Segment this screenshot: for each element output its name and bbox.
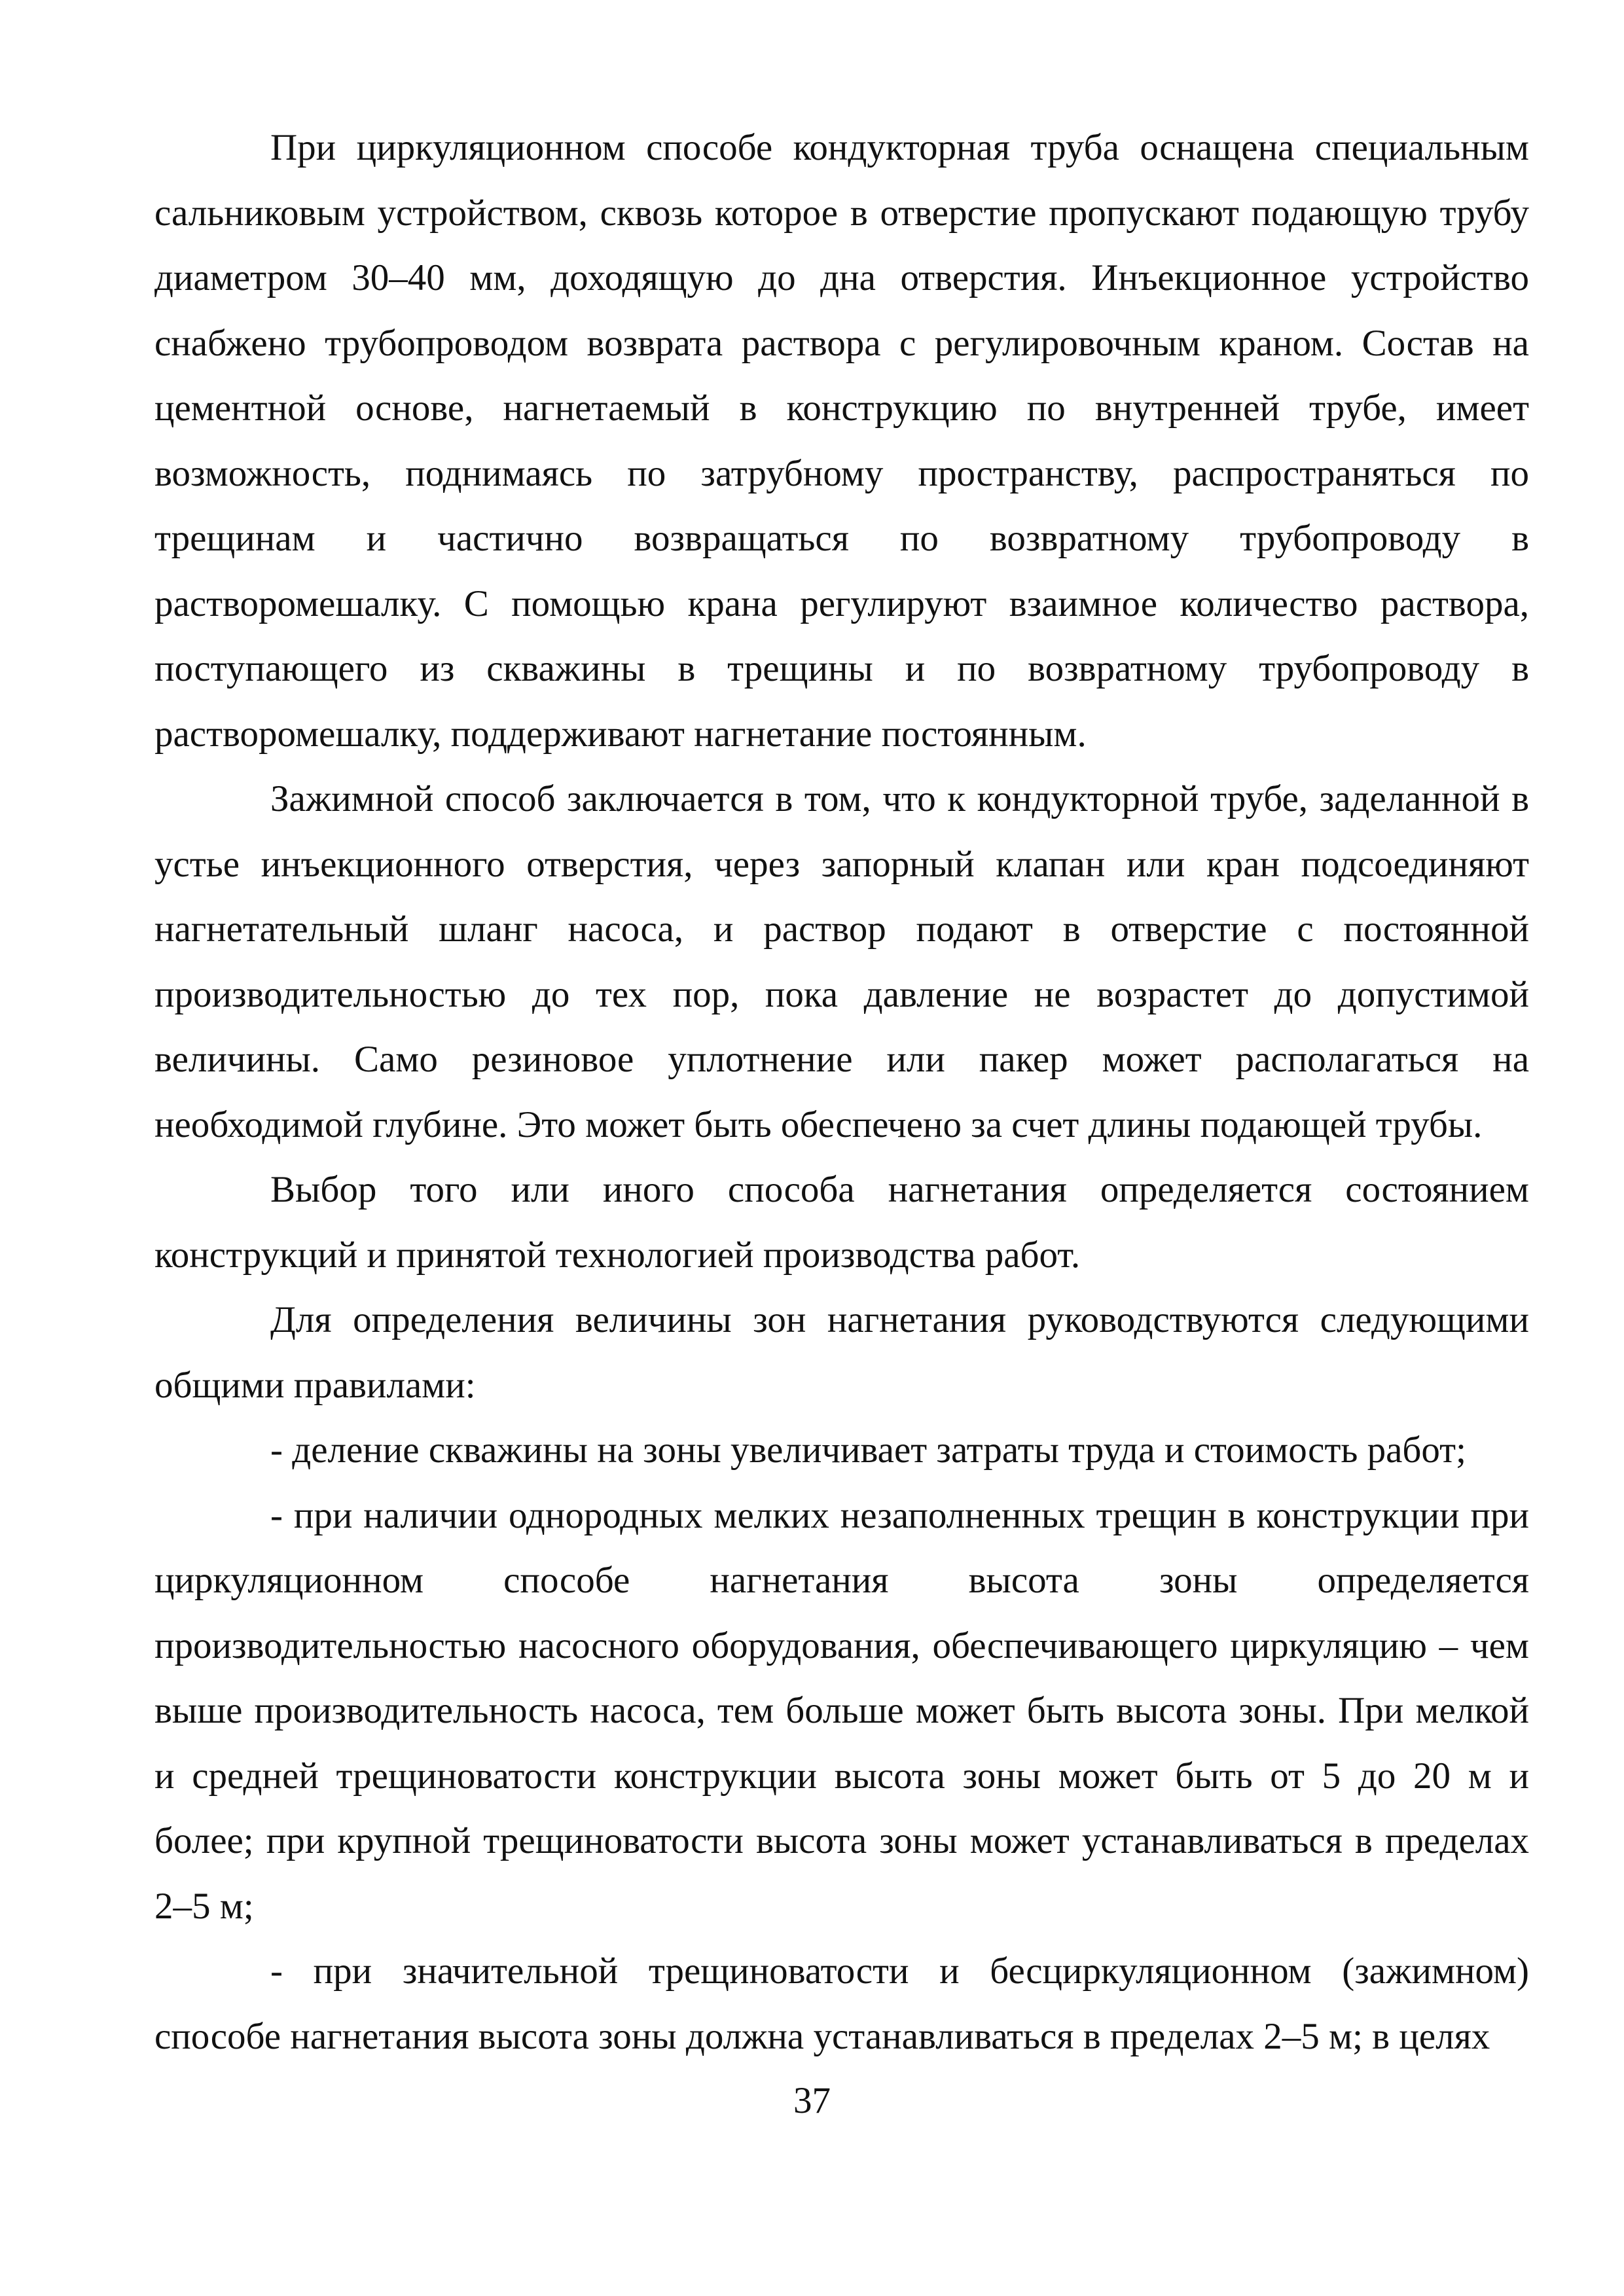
paragraph-circulation-method: При циркуляционном способе кондукторная труба оснащена специальным сальниковым устройством, сквозь которое в отверстие пропускают подающую трубу диаметром 30–40 мм, доходящую до дна отверстия. Инъекционное устройство снабжено трубопроводом возврата раствора с регулировочным краном. Состав на цементной основе, нагнетаемый в конструкцию по внутренней трубе, имеет возможность, поднимаясь по затрубному пространству, распространяться по трещинам и частично возвращаться по возвратному трубопроводу в растворомешалку. С помощью крана регулируют взаимное количество раствора, поступающего из скважины в трещины и по возвратному трубопроводу в растворомешалку, поддерживают нагнетание постоянным. xyxy=(154,127,1529,755)
paragraph-zone-rules-intro: Для определения величины зон нагнетания руководствуются следующими общими правилами: xyxy=(154,1299,1529,1406)
list-item-zone-division: - деление скважины на зоны увеличивает затраты труда и стоимость работ; xyxy=(270,1429,1466,1471)
list-item-significant-cracks: - при значительной трещиноватости и бесциркуляционном (зажимном) способе нагнетания высота зоны должна устанавливаться в пределах 2–5 м; в целях xyxy=(154,1950,1529,2057)
paragraph-method-choice: Выбор того или иного способа нагнетания определяется состоянием конструкций и принятой технологией производства работ. xyxy=(154,1169,1529,1276)
page-number: 37 xyxy=(793,2080,831,2121)
body-text xyxy=(154,115,1529,2069)
paragraph-clamping-method: Зажимной способ заключается в том, что к кондукторной трубе, заделанной в устье инъекционного отверстия, через запорный клапан или кран подсоединяют нагнетательный шланг насоса, и раствор подают в отверстие с постоянной производительностью до тех пор, пока давление не возрастет до допустимой величины. Само резиновое уплотнение или пакер может располагаться на необходимой глубине. Это может быть обеспечено за счет длины подающей трубы. xyxy=(154,778,1529,1145)
list-item-fine-cracks: - при наличии однородных мелких незаполненных трещин в конструкции при циркуляционном способе нагнетания высота зоны определяется производительностью насосного оборудования, обеспечивающего циркуляцию – чем выше производительность насоса, тем больше может быть высота зоны. При мелкой и средней трещиноватости конструкции высота зоны может быть от 5 до 20 м и более; при крупной трещиноватости высота зоны может устанавливаться в пределах 2–5 м; xyxy=(154,1494,1529,1927)
